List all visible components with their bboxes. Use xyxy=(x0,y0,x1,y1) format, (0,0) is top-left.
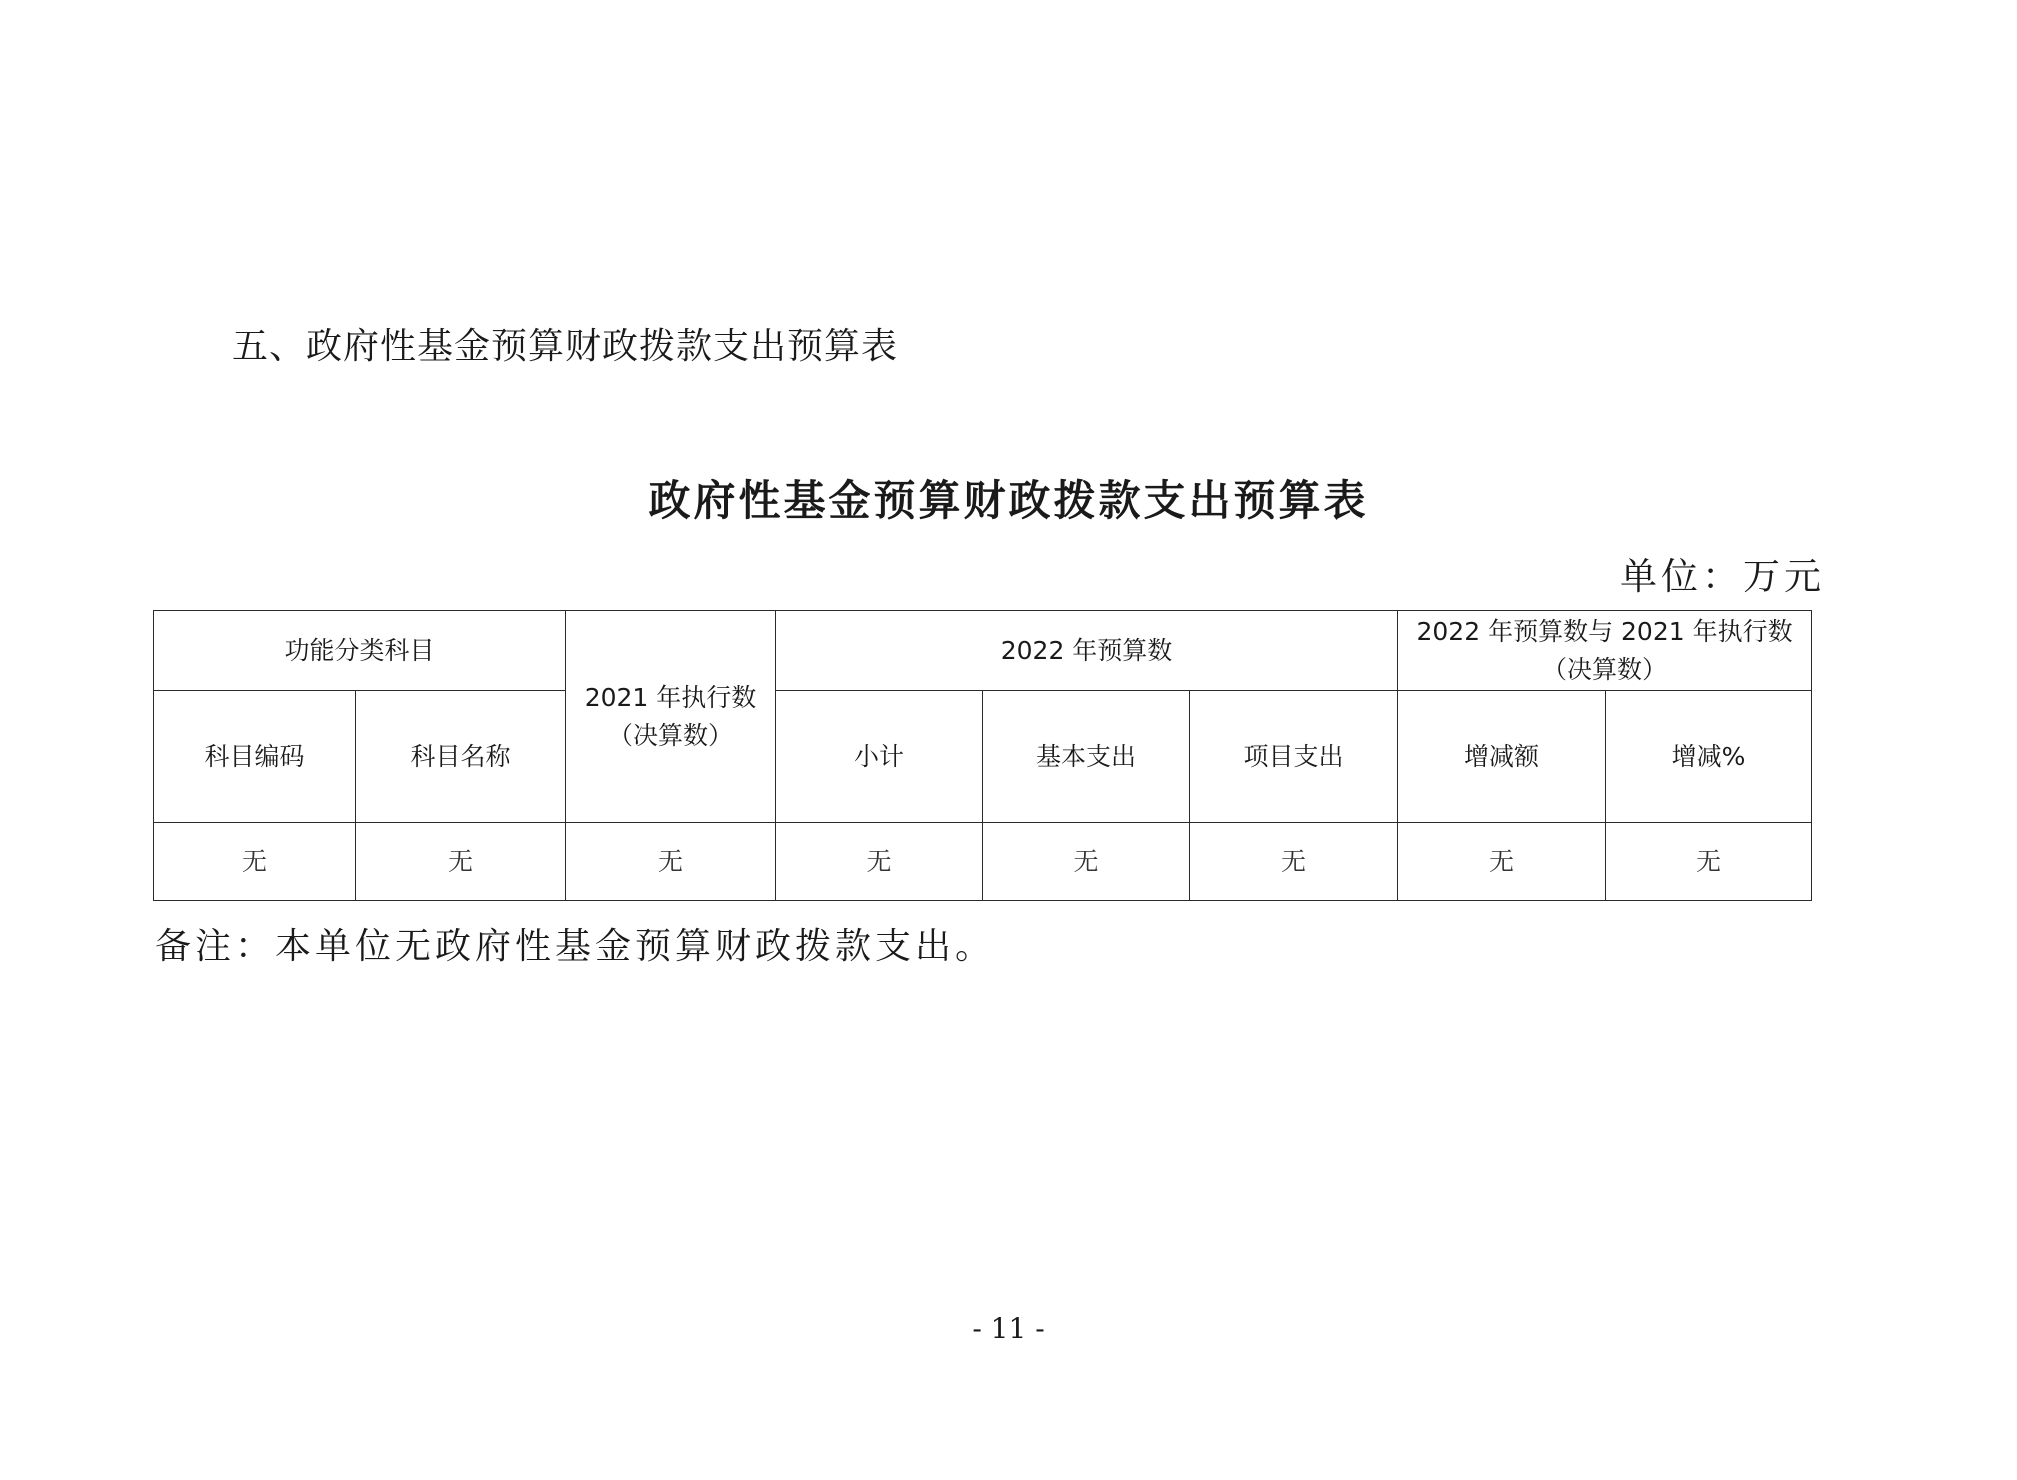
header-budget-2022: 2022 年预算数 xyxy=(776,611,1398,691)
header-subject-code: 科目编码 xyxy=(154,691,356,823)
header-exec-2021-line2: （决算数） xyxy=(608,720,734,750)
cell-subject-code: 无 xyxy=(154,823,356,901)
note: 备注：本单位无政府性基金预算财政拨款支出。 xyxy=(155,926,996,967)
cell-project-expenditure: 无 xyxy=(1190,823,1398,901)
header-exec-2021-line1: 2021 年执行数 xyxy=(584,683,757,712)
cell-change-percent: 无 xyxy=(1606,823,1812,901)
page-number: - 11 - xyxy=(972,1312,1045,1345)
unit-label: 单位：万元 xyxy=(1620,555,1825,598)
cell-subject-name: 无 xyxy=(356,823,566,901)
header-compare xyxy=(1398,611,1812,691)
header-subtotal: 小计 xyxy=(776,691,983,823)
header-basic-expenditure: 基本支出 xyxy=(983,691,1190,823)
header-subject-name: 科目名称 xyxy=(356,691,566,823)
cell-exec-2021: 无 xyxy=(566,823,776,901)
table-row xyxy=(154,823,1812,901)
header-functional-classification: 功能分类科目 xyxy=(154,611,566,691)
cell-change-amount: 无 xyxy=(1398,823,1606,901)
section-heading: 五、政府性基金预算财政拨款支出预算表 xyxy=(232,326,899,367)
header-exec-2021 xyxy=(566,611,776,823)
header-change-amount: 增减额 xyxy=(1398,691,1606,823)
cell-subtotal: 无 xyxy=(776,823,983,901)
table-title: 政府性基金预算财政拨款支出预算表 xyxy=(648,476,1369,525)
header-change-percent: 增减% xyxy=(1606,691,1812,823)
budget-table xyxy=(153,610,1812,901)
header-project-expenditure: 项目支出 xyxy=(1190,691,1398,823)
table-header-row-2 xyxy=(154,691,1812,823)
table-header-row-1 xyxy=(154,611,1812,691)
header-compare-line2: （决算数） xyxy=(1542,654,1668,684)
header-compare-line1: 2022 年预算数与 2021 年执行数 xyxy=(1416,617,1793,646)
cell-basic-expenditure: 无 xyxy=(983,823,1190,901)
